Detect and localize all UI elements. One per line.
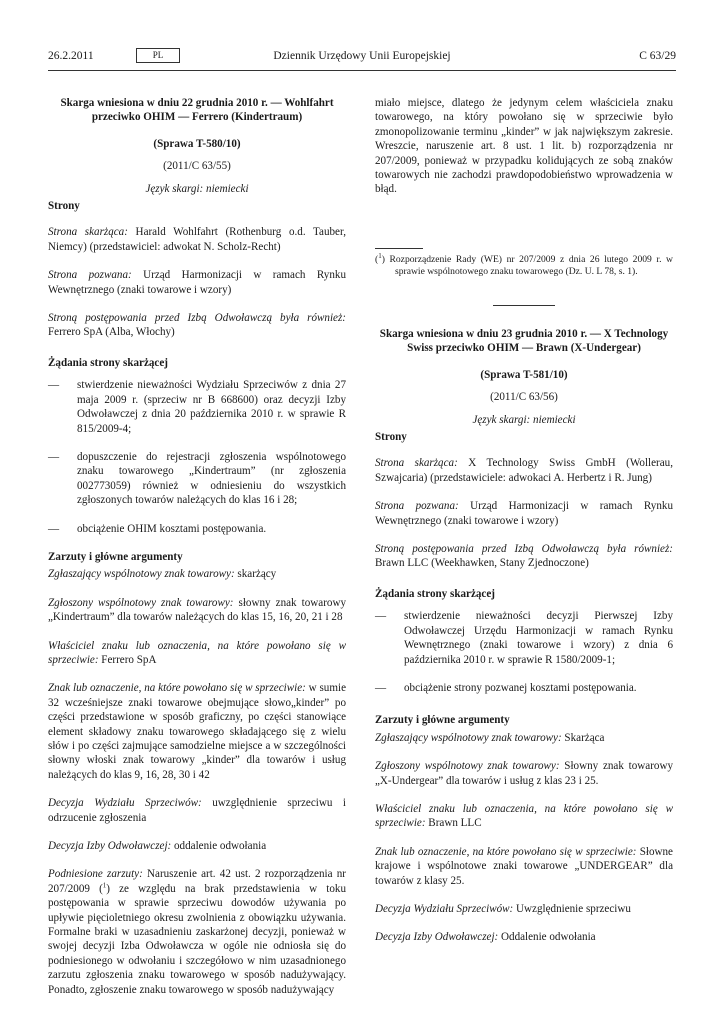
- case2-mark-applicant: [375, 731, 673, 745]
- case1-owner-label: Właściciel znaku lub oznaczenia, na które powołano się w sprzeciwie:: [48, 639, 346, 666]
- case1-owner: [48, 639, 346, 668]
- case1-opposition-decision: [48, 796, 346, 825]
- case2-mark-text: Słowny znak towarowy „X-Undergear” dla towarów i usług z klas 23 i 25.: [375, 760, 674, 787]
- footnote: ($^1$) Rozporządzenie Rady (WE) nr 207/2009 z dnia 26 lutego 2009 r. w sprawie wspólnotowego znaku towarowego (Dz. U. L 78, s. 1).: [375, 251, 673, 278]
- case2-sign: [375, 845, 673, 888]
- case1-pleas-text-b: ) ze względu na brak przedstawienia w toku postępowania w sprawie sprzeciwu dowodów używania po upływie pięcioletniego okresu zwolnienia z obowiązku używania. Formalne braki w uzasadnieniu zaskarżonej decyzji, ponieważ w swojej decyzji Izba Odwoławcza w ogóle nie odniosła się do podniesionego w odwołaniu i szczegółowo w nim uzasadnionego zarzutu zgłoszenia znaku towarowego w sposób nadużywający. Ponadto, zgłoszenie znaku towarowego w sposób nadużywający: [48, 882, 346, 996]
- case2-claim-item: — obciążenie strony pozwanej kosztami postępowania.: [375, 681, 673, 695]
- header-rule: [48, 70, 676, 71]
- case1-applicant-text: Harald Wohlfahrt (Rothenburg o.d. Tauber, Niemcy) (przedstawiciel: adwokat N. Scholz-Recht): [48, 226, 346, 253]
- case1-mark-label: Zgłoszony wspólnotowy znak towarowy:: [48, 596, 234, 609]
- case2-board-label: Decyzja Izby Odwoławczej:: [375, 931, 499, 944]
- case1-applicant: [48, 225, 346, 254]
- case1-mark-text: słowny znak towarowy „Kindertraum” dla towarów należących do klas 15, 16, 20, 21 i 28: [48, 596, 346, 624]
- case2-claims-heading: Żądania strony skarżącej: [375, 587, 495, 600]
- case2-parties-heading: Strony: [375, 431, 407, 444]
- case1-defendant-label: Strona pozwana:: [48, 269, 132, 282]
- case2-defendant: [375, 499, 673, 528]
- case2-other-label: Stroną postępowania przed Izbą Odwoławczą była również:: [375, 543, 673, 556]
- case1-pleas: [48, 867, 346, 997]
- case1-sign-text: w sumie 32 wcześniejsze znaki towarowe obejmujące słowo„kinder” po części przedstawione w sposób graficzny, po części stanowiące element składowy znaku towarowego składającego się z wielu słów i po części zajmujące samodzielne miejsce a w szczególności słowny włoski znak towarowy „kinder” dla towarów i usług należących do klas 9, 16, 28, 30 i 42: [48, 682, 346, 781]
- case1-board-decision: [48, 839, 346, 853]
- case1-board-label: Decyzja Izby Odwoławczej:: [48, 840, 172, 853]
- footnote-ref: 1: [102, 881, 107, 890]
- case1-board-text: oddalenie odwołania: [171, 840, 267, 853]
- case1-opp-label: Decyzja Wydziału Sprzeciwów:: [48, 797, 202, 810]
- journal-title: Dziennik Urzędowy Unii Europejskiej: [273, 50, 451, 62]
- case2-defendant-text: Urząd Harmonizacji w ramach Rynku Wewnętrznego (znaki towarowe i wzory): [375, 500, 673, 527]
- case1-claim-item: — stwierdzenie nieważności Wydziału Sprzeciwów z dnia 27 maja 2009 r. (sprzeciw nr B 668600) oraz decyzji Izby Odwoławczej z dnia 20 października 2010 r. w sprawie R 815/2009-4;: [48, 378, 346, 436]
- case1-mark-applicant-text: skarżący: [234, 568, 277, 581]
- case1-mark: [48, 596, 346, 625]
- case1-claim-item: — dopuszczenie do rejestracji zgłoszenia wspólnotowego znaku towarowego „Kindertraum” (nr zgłoszenia 002773059) również w odniesieniu do wszystkich zgłoszonych towarów należących do klas 16 i 28;: [48, 450, 346, 508]
- case2-mark-label: Zgłoszony wspólnotowy znak towarowy:: [375, 760, 560, 773]
- page-header: [48, 50, 676, 66]
- case2-owner: [375, 802, 673, 831]
- case2-opp-text: Uwzględnienie sprzeciwu: [513, 902, 631, 915]
- case2-reference: (2011/C 63/56): [490, 391, 558, 404]
- case1-reference: (2011/C 63/55): [163, 160, 231, 173]
- case1-pleas-continued-text: miało miejsce, dlatego że jedynym celem właściciela znaku towarowego, na który powołano się w sprzeciwie było zmonopolizowanie terminu „kinder” w jak największym zakresie. Wreszcie, naruszenie art. 8 ust. 1 lit. b) rozporządzenia nr 207/2009, ponieważ w przypadku kolidujących ze sobą znaków towarowych nie zachodzi prawdopodobieństwo wprowadzenia w błąd.: [375, 97, 673, 196]
- case1-args-heading: Zarzuty i główne argumenty: [48, 550, 183, 563]
- case1-claims-heading: Żądania strony skarżącej: [48, 356, 168, 369]
- case1-applicant-label: Strona skarżąca:: [48, 226, 128, 239]
- case2-opp-label: Decyzja Wydziału Sprzeciwów:: [375, 902, 514, 915]
- case1-defendant: [48, 268, 346, 297]
- case2-mark-applicant-text: Skarżąca: [561, 731, 605, 744]
- case2-sign-label: Znak lub oznaczenie, na które powołano się w sprzeciwie:: [375, 845, 637, 858]
- case2-title: Skarga wniesiona w dniu 23 grudnia 2010 r. — X Technology Swiss przeciwko OHIM — Brawn (X-Undergear): [379, 328, 669, 355]
- footnote-text: Rozporządzenie Rady (WE) nr 207/2009 z dnia 26 lutego 2009 r. w sprawie wspólnotowego znaku towarowego (Dz. U. L 78, s. 1).: [384, 254, 673, 278]
- case1-number: (Sprawa T-580/10): [153, 137, 241, 150]
- case2-claim-item: — stwierdzenie nieważności decyzji Pierwszej Izby Odwoławczej Urzędu Harmonizacji w ramach Rynku Wewnętrznego (znaki towarowe i wzory) z dnia 6 października 2010 r. w sprawie R 1580/2009-1;: [375, 609, 673, 667]
- case1-language: Język skargi: niemiecki: [145, 182, 249, 195]
- right-column-case2: [375, 327, 673, 945]
- case1-pleas-continuation: [375, 96, 673, 236]
- case2-owner-text: Brawn LLC: [425, 817, 482, 830]
- case1-opp-text: uwzględnienie sprzeciwu i odrzucenie zgłoszenia: [48, 797, 346, 824]
- footnote-rule: [375, 248, 423, 249]
- case2-other-party: [375, 542, 673, 571]
- case2-board-text: Oddalenie odwołania: [498, 931, 596, 944]
- case1-sign: [48, 681, 346, 782]
- case1-pleas-text-a: Naruszenie art. 42 ust. 2 rozporządzenia nr 207/2009 (: [48, 868, 346, 895]
- case1-title: Skarga wniesiona w dniu 22 grudnia 2010 r. — Wohlfahrt przeciwko OHIM — Ferrero (Kindertraum): [60, 97, 334, 124]
- case1-owner-text: Ferrero SpA: [98, 653, 157, 666]
- case2-applicant-label: Strona skarżąca:: [375, 457, 458, 470]
- case1-parties-heading: Strony: [48, 200, 80, 213]
- section-separator: [493, 305, 555, 306]
- case2-owner-label: Właściciel znaku lub oznaczenia, na które powołano się w sprzeciwie:: [375, 802, 673, 830]
- case2-board-decision: [375, 930, 673, 944]
- case2-opposition-decision: [375, 902, 673, 916]
- case1-other-party: [48, 311, 346, 340]
- case2-defendant-label: Strona pozwana:: [375, 500, 459, 513]
- case1-sign-label: Znak lub oznaczenie, na które powołano się w sprzeciwie:: [48, 682, 306, 695]
- case2-applicant: [375, 456, 673, 485]
- header-date: 26.2.2011: [48, 50, 94, 62]
- case2-other-text: Brawn LLC (Weekhawken, Stany Zjednoczone): [375, 557, 589, 570]
- right-column-top: [375, 96, 673, 306]
- case2-mark-applicant-label: Zgłaszający wspólnotowy znak towarowy:: [375, 731, 562, 744]
- language-badge: PL: [136, 48, 180, 63]
- case2-number: (Sprawa T-581/10): [480, 368, 568, 381]
- case2-mark: [375, 759, 673, 788]
- page-number: C 63/29: [639, 50, 676, 62]
- case1-defendant-text: Urząd Harmonizacji w ramach Rynku Wewnętrznego (znaki towarowe i wzory): [48, 269, 346, 296]
- case1-mark-applicant: [48, 567, 346, 581]
- case1-pleas-label: Podniesione zarzuty:: [48, 868, 143, 881]
- case1-claim-item: — obciążenie OHIM kosztami postępowania.: [48, 522, 346, 536]
- case1-other-label: Stroną postępowania przed Izbą Odwoławczą była również:: [48, 312, 346, 325]
- case1-other-text: Ferrero SpA (Alba, Włochy): [48, 326, 175, 339]
- case2-applicant-text: X Technology Swiss GmbH (Wollerau, Szwajcaria) (przedstawiciele: adwokaci A. Herbertz i R. Jung): [375, 457, 673, 484]
- case1-mark-applicant-label: Zgłaszający wspólnotowy znak towarowy:: [48, 568, 235, 581]
- footnote-mark: 1: [378, 251, 382, 260]
- left-column: [48, 96, 346, 997]
- case2-sign-text: Słowne krajowe i wspólnotowe znaki towarowe „UNDERGEAR” dla towarów z klasy 25.: [375, 845, 673, 887]
- case2-language: Język skargi: niemiecki: [472, 413, 576, 426]
- case2-args-heading: Zarzuty i główne argumenty: [375, 714, 510, 727]
